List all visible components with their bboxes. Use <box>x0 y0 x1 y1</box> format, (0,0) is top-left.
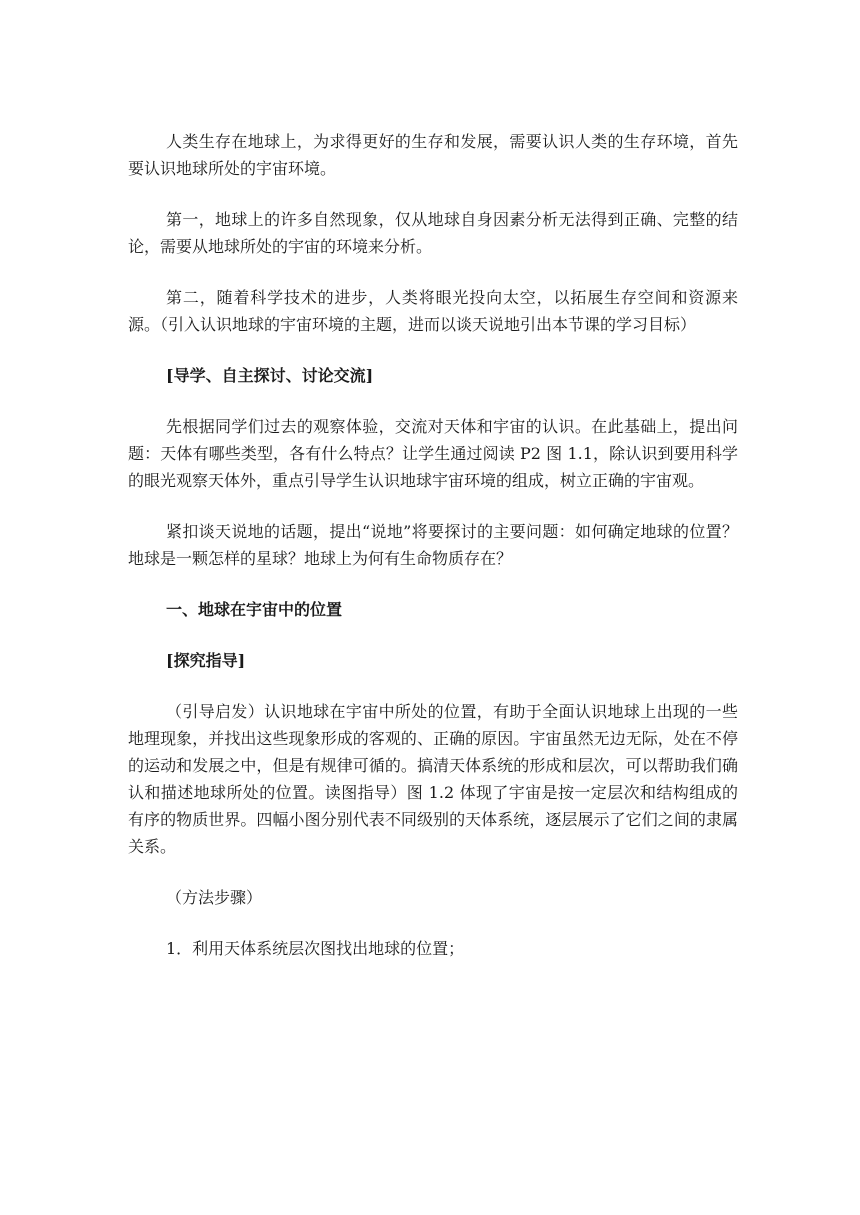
guided-discussion-heading: [导学、自主探讨、讨论交流] <box>166 366 374 385</box>
guidance-paragraph: （引导启发）认识地球在宇宙中所处的位置，有助于全面认识地球上出现的一些地理现象，并找出这些现象形成的客观的、正确的原因。宇宙虽然无边无际，处在不停的运动和发展之中，但是有规律可循的。搞清天体系统的形成和层次，可以帮助我们确认和描述地球所处的位置。读图指导）图 1.2 体现了宇宙是按一定层次和结构组成的有序的物质世界。四幅小图分别代表不同级别的天体系统，逐层展示了它们之间的隶属关系。 <box>128 702 738 856</box>
document-page <box>128 128 738 986</box>
step-one-item: 1．利用天体系统层次图找出地球的位置； <box>166 939 465 958</box>
section-heading-earth-position: 一、地球在宇宙中的位置 <box>166 600 343 619</box>
second-point-paragraph: 第二，随着科学技术的进步，人类将眼光投向太空，以拓展生存空间和资源来源。（引入认识地球的宇宙环境的主题，进而以谈天说地引出本节课的学习目标） <box>128 288 738 334</box>
inquiry-guide-heading: [探究指导] <box>166 651 246 670</box>
topic-questions-paragraph: 紧扣谈天说地的话题，提出“说地”将要探讨的主要问题：如何确定地球的位置？地球是一颗怎样的星球？地球上为何有生命物质存在？ <box>128 522 738 568</box>
observation-paragraph: 先根据同学们过去的观察体验，交流对天体和宇宙的认识。在此基础上，提出问题：天体有哪些类型，各有什么特点？让学生通过阅读 P2 图 1.1，除认识到要用科学的眼光观察天体外，重点引导学生认识地球宇宙环境的组成，树立正确的宇宙观。 <box>128 417 738 490</box>
method-steps-label: （方法步骤） <box>166 888 263 907</box>
first-point-paragraph: 第一，地球上的许多自然现象，仅从地球自身因素分析无法得到正确、完整的结论，需要从地球所处的宇宙的环境来分析。 <box>128 210 738 256</box>
intro-paragraph: 人类生存在地球上，为求得更好的生存和发展，需要认识人类的生存环境，首先要认识地球所处的宇宙环境。 <box>128 132 738 178</box>
